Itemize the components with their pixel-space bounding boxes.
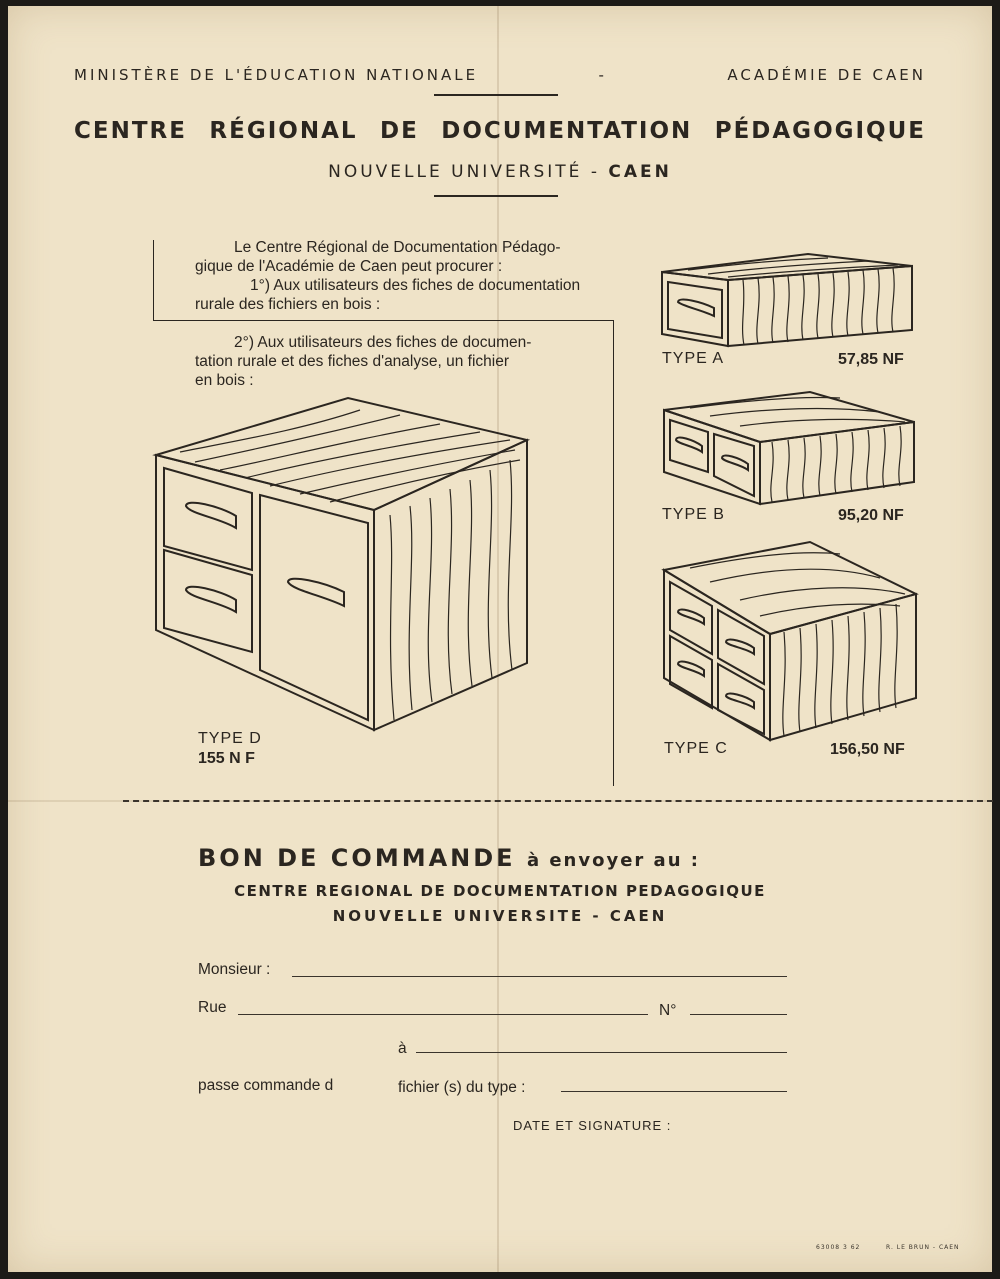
type-a-cabinet-illustration (658, 250, 918, 350)
university-city: CAEN (608, 162, 672, 182)
intro-line-7: en bois : (195, 372, 254, 389)
type-c-label: TYPE C (664, 740, 728, 757)
intro-line-4: rurale des fichiers en bois : (195, 296, 381, 313)
rue-field[interactable] (238, 1014, 648, 1015)
type-d-label: TYPE D (198, 730, 262, 747)
order-address-line-1: CENTRE REGIONAL DE DOCUMENTATION PEDAGOGIQUE (234, 882, 766, 900)
cut-line (123, 800, 993, 802)
intro-line-1: Le Centre Régional de Documentation Pédago- (234, 239, 561, 256)
order-title-rest: à envoyer au : (526, 850, 700, 871)
type-c-cabinet-illustration (660, 538, 922, 744)
ministry-name: MINISTÈRE DE L'ÉDUCATION NATIONALE (74, 66, 479, 84)
type-d-cabinet-illustration (150, 390, 535, 735)
print-code: 63008 3 62 (816, 1244, 861, 1251)
a-field[interactable] (416, 1052, 787, 1053)
intro-line-6: tation rurale et des fiches d'analyse, un fichier (195, 353, 509, 370)
intro-line-5: 2°) Aux utilisateurs des fiches de documen- (234, 334, 532, 351)
header-separator: - (598, 66, 607, 84)
type-a-label: TYPE A (662, 350, 725, 367)
type-a-price: 57,85 NF (838, 351, 904, 368)
order-title-main: BON DE COMMANDE (198, 844, 516, 872)
bracket-left (153, 240, 154, 320)
bracket-divider (153, 320, 613, 321)
printer-name: R. LE BRUN - CAEN (886, 1244, 960, 1251)
academy-name: ACADÉMIE DE CAEN (727, 66, 926, 84)
monsieur-label: Monsieur : (198, 961, 271, 978)
type-b-label: TYPE B (662, 506, 725, 523)
fichier-type-label: fichier (s) du type : (398, 1079, 526, 1096)
centre-title (74, 118, 926, 144)
university-line (8, 162, 992, 182)
type-b-price: 95,20 NF (838, 507, 904, 524)
ministry-line (74, 66, 926, 84)
date-signature-label: DATE ET SIGNATURE : (513, 1118, 672, 1133)
header-rule-top (434, 94, 558, 96)
header-rule-bottom (434, 195, 558, 197)
a-label: à (398, 1040, 407, 1057)
order-title (198, 844, 700, 872)
numero-field[interactable] (690, 1014, 787, 1015)
type-b-cabinet-illustration (660, 388, 920, 508)
intro-line-2: gique de l'Académie de Caen peut procurer : (195, 258, 503, 275)
monsieur-field[interactable] (292, 976, 787, 977)
numero-label: N° (659, 1002, 677, 1019)
order-address-line-2: NOUVELLE UNIVERSITE - CAEN (332, 907, 668, 925)
centre-title-text: CENTRE RÉGIONAL DE DOCUMENTATION PÉDAGOGIQUE (74, 118, 926, 144)
fichier-type-field[interactable] (561, 1091, 787, 1092)
document-sheet (8, 6, 992, 1272)
type-c-price: 156,50 NF (830, 741, 905, 758)
intro-line-3: 1°) Aux utilisateurs des fiches de documentation (250, 277, 581, 294)
rue-label: Rue (198, 999, 227, 1016)
university-name: NOUVELLE UNIVERSITÉ - (328, 162, 600, 182)
passe-commande-label: passe commande d (198, 1077, 334, 1094)
type-d-price: 155 N F (198, 750, 255, 767)
bracket-right (613, 320, 614, 786)
